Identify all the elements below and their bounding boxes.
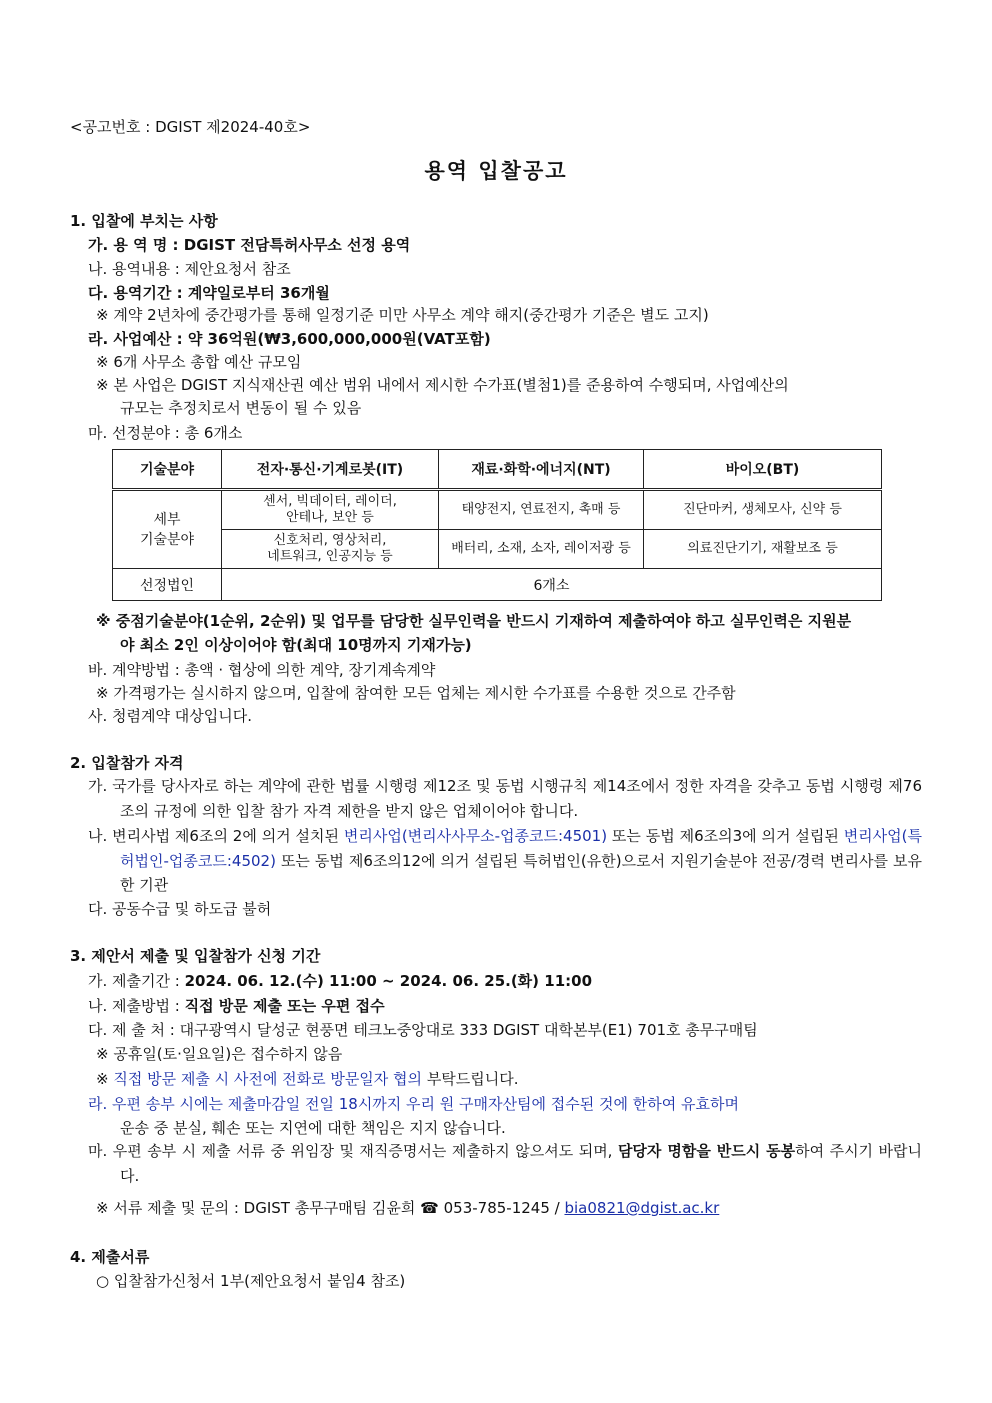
s1-item-na: 나. 용역내용 : 제안요청서 참조 <box>88 260 291 278</box>
s1-ma-note-b: 야 최소 2인 이상이어야 함(최대 10명까지 기재가능) <box>120 636 472 654</box>
notice-number: <공고번호 : DGIST 제2024-40호> <box>70 118 311 136</box>
cell-r2-bt: 의료진단기기, 재활보조 등 <box>644 530 882 569</box>
table-header-row <box>113 450 882 490</box>
s3-item-na <box>88 996 385 1016</box>
cell-r2-nt: 배터리, 소재, 소자, 레이저광 등 <box>439 530 644 569</box>
table-row <box>113 569 882 601</box>
s3-ga-label: 가. 제출기간 : <box>88 972 185 990</box>
s2-na-post: 또는 동법 제6조의12에 의거 설립된 특허법인(유한)으로서 지원기술분야 전공/경력 변리사를 보유한 기관 <box>120 851 922 894</box>
s2-na-pre: 나. 변리사법 제6조의 2에 의거 설치된 <box>88 827 344 845</box>
s1-da-note: ※ 계약 2년차에 중간평가를 통해 일정기준 미만 사무소 계약 해지(중간평가 기준은 별도 고지) <box>96 306 709 324</box>
s3-ga-value: 2024. 06. 12.(수) 11:00 ~ 2024. 06. 25.(화) 11:00 <box>184 972 593 990</box>
s1-ra-note-1: ※ 6개 사무소 총합 예산 규모임 <box>96 353 302 371</box>
s1-ra-note-2b: 규모는 추정치로서 변동이 될 수 있음 <box>120 399 362 417</box>
tech-field-table <box>112 449 882 601</box>
s3-na-value: 직접 방문 제출 또는 우편 접수 <box>184 997 385 1015</box>
s3-contact-text: ※ 서류 제출 및 문의 : DGIST 총무구매팀 김윤희 ☎ 053-785-1245 / <box>96 1199 565 1217</box>
section-1-heading: 1. 입찰에 부치는 사항 <box>70 212 218 230</box>
th-nt: 재료·화학·에너지(NT) <box>439 450 644 490</box>
s1-item-ga: 가. 용 역 명 : DGIST 전담특허사무소 선정 용역 <box>88 236 411 254</box>
s3-note-2-mark: ※ <box>96 1070 114 1088</box>
s3-ma-pre: 마. 우편 송부 시 제출 서류 중 위임장 및 재직증명서는 제출하지 않으셔도 되며, <box>88 1142 618 1160</box>
table-row <box>113 490 882 530</box>
cell-r1-nt: 태양전지, 연료전지, 촉매 등 <box>439 490 644 530</box>
contact-email-link[interactable]: bia0821@dgist.ac.kr <box>564 1199 720 1217</box>
s3-item-ra-a: 라. 우편 송부 시에는 제출마감일 전일 18시까지 우리 원 구매자산팀에 접수된 것에 한하여 유효하며 <box>88 1095 739 1113</box>
s1-item-ra: 라. 사업예산 : 약 36억원(₩3,600,000,000원(VAT포함) <box>88 330 491 348</box>
s3-note-1: ※ 공휴일(토·일요일)은 접수하지 않음 <box>96 1045 343 1063</box>
s2-item-da: 다. 공동수급 및 하도급 불허 <box>88 900 272 918</box>
s2-ga-text: 가. 국가를 당사자로 하는 계약에 관한 법률 시행령 제12조 및 동법 시행규칙 제14조에서 정한 자격을 갖추고 동법 시행령 제76조의 규정에 의한 입찰 참가 자격 제한을 받지 않은 업체이어야 합니다. <box>88 777 922 820</box>
s3-item-ga <box>88 971 592 991</box>
s2-na-mid: 또는 동법 제6조의3에 의거 설립된 <box>607 827 844 845</box>
th-it: 전자·통신·기계로봇(IT) <box>222 450 439 490</box>
s1-ra-note-2a: ※ 본 사업은 DGIST 지식재산권 예산 범위 내에서 제시한 수가표(별첨1)를 준용하여 수행되며, 사업예산의 <box>96 376 789 394</box>
s2-item-na <box>88 824 922 898</box>
s3-item-da: 다. 제 출 처 : 대구광역시 달성군 현풍면 테크노중앙대로 333 DGIST 대학본부(E1) 701호 총무구매팀 <box>88 1021 758 1039</box>
s3-ma-post: 하여 주시기 바랍니다. <box>120 1142 922 1185</box>
section-2-heading: 2. 입찰참가 자격 <box>70 754 184 772</box>
s2-item-ga <box>88 774 922 823</box>
s1-item-da: 다. 용역기간 : 계약일로부터 36개월 <box>88 284 330 302</box>
s1-item-sa: 사. 청렴계약 대상입니다. <box>88 707 252 725</box>
s3-note-2-blue: 직접 방문 제출 시 사전에 전화로 방문일자 협의 <box>113 1070 423 1088</box>
s3-na-label: 나. 제출방법 : <box>88 997 185 1015</box>
s2-na-blue-2: 변리사업(특허법인-업종코드:4502) <box>120 827 922 870</box>
s3-item-ra-b: 운송 중 분실, 훼손 또는 지연에 대한 책임은 지지 않습니다. <box>120 1119 506 1137</box>
selected-value: 6개소 <box>222 569 882 601</box>
cell-r2-it: 신호처리, 영상처리, 네트워크, 인공지능 등 <box>222 530 439 569</box>
s1-item-ba: 바. 계약방법 : 총액 · 협상에 의한 계약, 장기계속계약 <box>88 661 436 679</box>
selected-label: 선정법인 <box>113 569 222 601</box>
detail-field-label: 세부 기술분야 <box>113 490 222 569</box>
s4-item: ○ 입찰참가신청서 1부(제안요청서 붙임4 참조) <box>96 1272 406 1290</box>
section-3-heading: 3. 제안서 제출 및 입찰참가 신청 기간 <box>70 947 321 965</box>
s1-ma-note-a: ※ 중점기술분야(1순위, 2순위) 및 업무를 담당한 실무인력을 반드시 기재하여 제출하여야 하고 실무인력은 지원분 <box>96 612 852 630</box>
document-title: 용역 입찰공고 <box>424 159 568 183</box>
s3-ma-bold: 담당자 명함을 반드시 동봉 <box>617 1142 796 1160</box>
s2-na-blue-1: 변리사업(변리사사무소-업종코드:4501) <box>343 827 608 845</box>
section-4-heading: 4. 제출서류 <box>70 1248 150 1266</box>
s1-ba-note: ※ 가격평가는 실시하지 않으며, 입찰에 참여한 모든 업체는 제시한 수가표를 수용한 것으로 간주함 <box>96 684 736 702</box>
s3-contact <box>96 1198 719 1218</box>
table-row <box>113 530 882 569</box>
th-bt: 바이오(BT) <box>644 450 882 490</box>
th-field: 기술분야 <box>113 450 222 490</box>
cell-r1-bt: 진단마커, 생체모사, 신약 등 <box>644 490 882 530</box>
s1-item-ma: 마. 선정분야 : 총 6개소 <box>88 424 243 442</box>
s3-note-2-post: 부탁드립니다. <box>422 1070 519 1088</box>
cell-r1-it: 센서, 빅데이터, 레이더, 안테나, 보안 등 <box>222 490 439 530</box>
s3-item-ma <box>88 1139 922 1188</box>
s3-note-2 <box>96 1069 519 1089</box>
